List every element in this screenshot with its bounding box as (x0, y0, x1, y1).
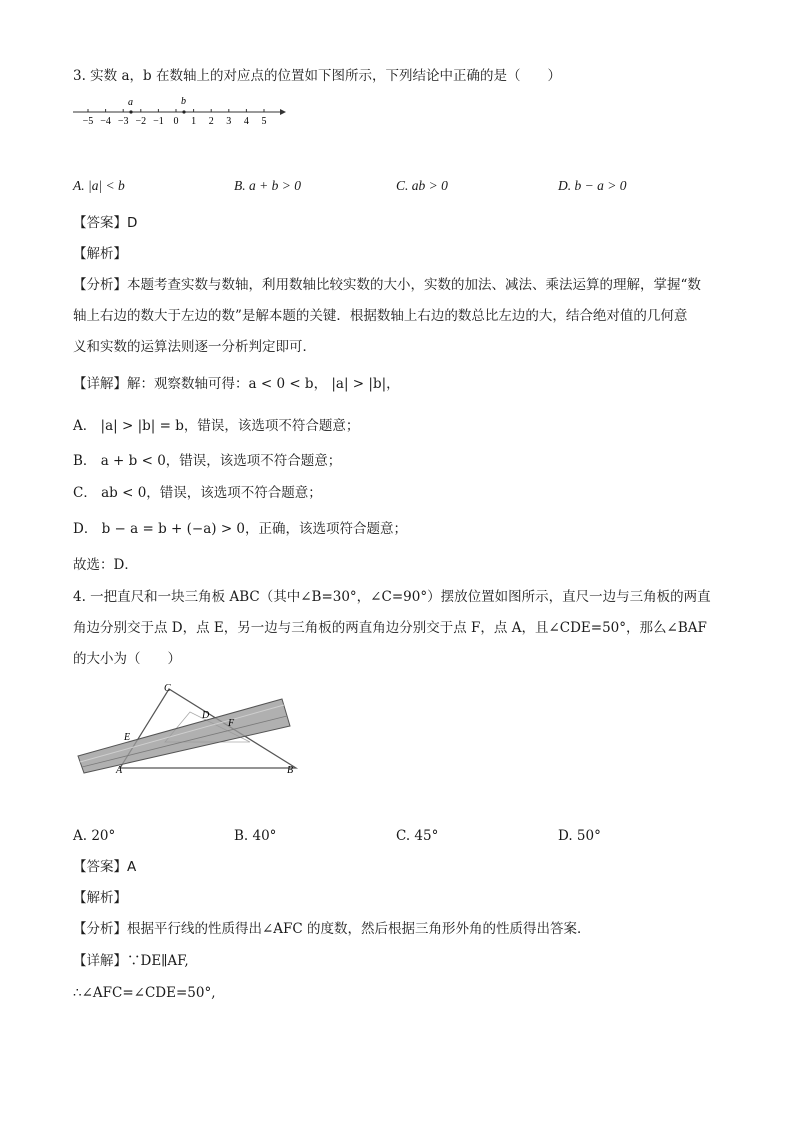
q4-option-d: D. 50° (558, 828, 601, 844)
axis-arrow-icon (280, 109, 286, 115)
q4-option-a: A. 20° (73, 828, 116, 844)
q3-option-c: C. ab > 0 (396, 178, 448, 193)
q3-answer: 【答案】D (73, 215, 138, 231)
q3-stem: 3. 实数 a，b 在数轴上的对应点的位置如下图所示，下列结论中正确的是（ ） (73, 68, 561, 84)
tick-label: −1 (153, 116, 164, 127)
tick-label: 1 (191, 116, 197, 127)
label-b: B (287, 765, 294, 776)
q4-option-b: B. 40° (234, 828, 277, 844)
q3-detail: 【详解】解：观察数轴可得：a < 0 < b， |a| > |b|， (73, 376, 400, 392)
point-b-label: b (181, 96, 186, 107)
label-f: F (228, 718, 235, 729)
label-e: E (124, 732, 131, 743)
q3-option-b: B. a + b > 0 (234, 178, 301, 193)
tick-label: −4 (100, 116, 111, 127)
tick-label: 2 (208, 116, 214, 127)
q3-jiexi: 【解析】 (73, 246, 127, 262)
q3-step-d: D． b − a = b + (−a) > 0，正确，该选项符合题意； (73, 521, 408, 537)
tick-label: 4 (243, 116, 249, 127)
q3-analysis-line-3: 义和实数的运算法则逐一分析判定即可． (73, 339, 316, 355)
tick-label: −5 (82, 116, 94, 127)
q3-step-c: C． ab < 0，错误，该选项不符合题意； (73, 485, 322, 501)
tick-label: 0 (173, 116, 179, 127)
number-line-figure (70, 94, 290, 128)
ruler-inner-edge-2 (82, 716, 287, 767)
tick-label: −2 (135, 116, 147, 127)
label-c: C (164, 683, 171, 694)
tick-label: 5 (261, 116, 267, 127)
point-a-label: a (128, 97, 133, 108)
label-a: A (116, 765, 123, 776)
q4-answer: 【答案】A (73, 859, 137, 875)
q4-analysis: 【分析】根据平行线的性质得出∠AFC 的度数，然后根据三角形外角的性质得出答案． (73, 921, 591, 937)
q4-detail-line-2: ∴∠AFC=∠CDE=50°, (73, 985, 216, 1001)
label-d: D (202, 710, 210, 721)
point-a-dot (129, 110, 132, 113)
q4-stem-line-2: 角边分别交于点 D，点 E，另一边与三角板的两直角边分别交于点 F，点 A，且∠CDE=50°，那么∠BAF (73, 620, 707, 636)
ruler (78, 699, 290, 773)
q3-analysis-line-1: 【分析】本题考查实数与数轴，利用数轴比较实数的大小，实数的加法、减法、乘法运算的理解，掌握“数 (73, 277, 701, 293)
q4-jiexi: 【解析】 (73, 890, 127, 906)
q3-step-a: A． |a| > |b| = b，错误，该选项不符合题意； (73, 418, 360, 434)
q3-choose: 故选：D． (73, 557, 138, 573)
q3-step-b: B． a + b < 0，错误，该选项不符合题意； (73, 453, 342, 469)
q4-option-c: C. 45° (396, 828, 439, 844)
q4-detail-line-1: 【详解】∵DE∥AF, (73, 953, 189, 969)
q3-option-d: D. b − a > 0 (558, 178, 627, 193)
tick-label: 3 (226, 116, 232, 127)
q4-stem-line-1: 4. 一把直尺和一块三角板 ABC（其中∠B=30°，∠C=90°）摆放位置如图所示，直尺一边与三角板的两直 (73, 589, 711, 605)
ruler-triangle-figure (70, 682, 310, 782)
point-b-dot (182, 110, 185, 113)
tick-label: −3 (117, 116, 129, 127)
q3-analysis-line-2: 轴上右边的数大于左边的数”是解本题的关键．根据数轴上右边的数总比左边的大，结合绝对值的几何意 (73, 308, 688, 324)
q4-stem-line-3: 的大小为（ ） (73, 651, 181, 667)
q3-option-a: A. |a| < b (73, 178, 125, 193)
